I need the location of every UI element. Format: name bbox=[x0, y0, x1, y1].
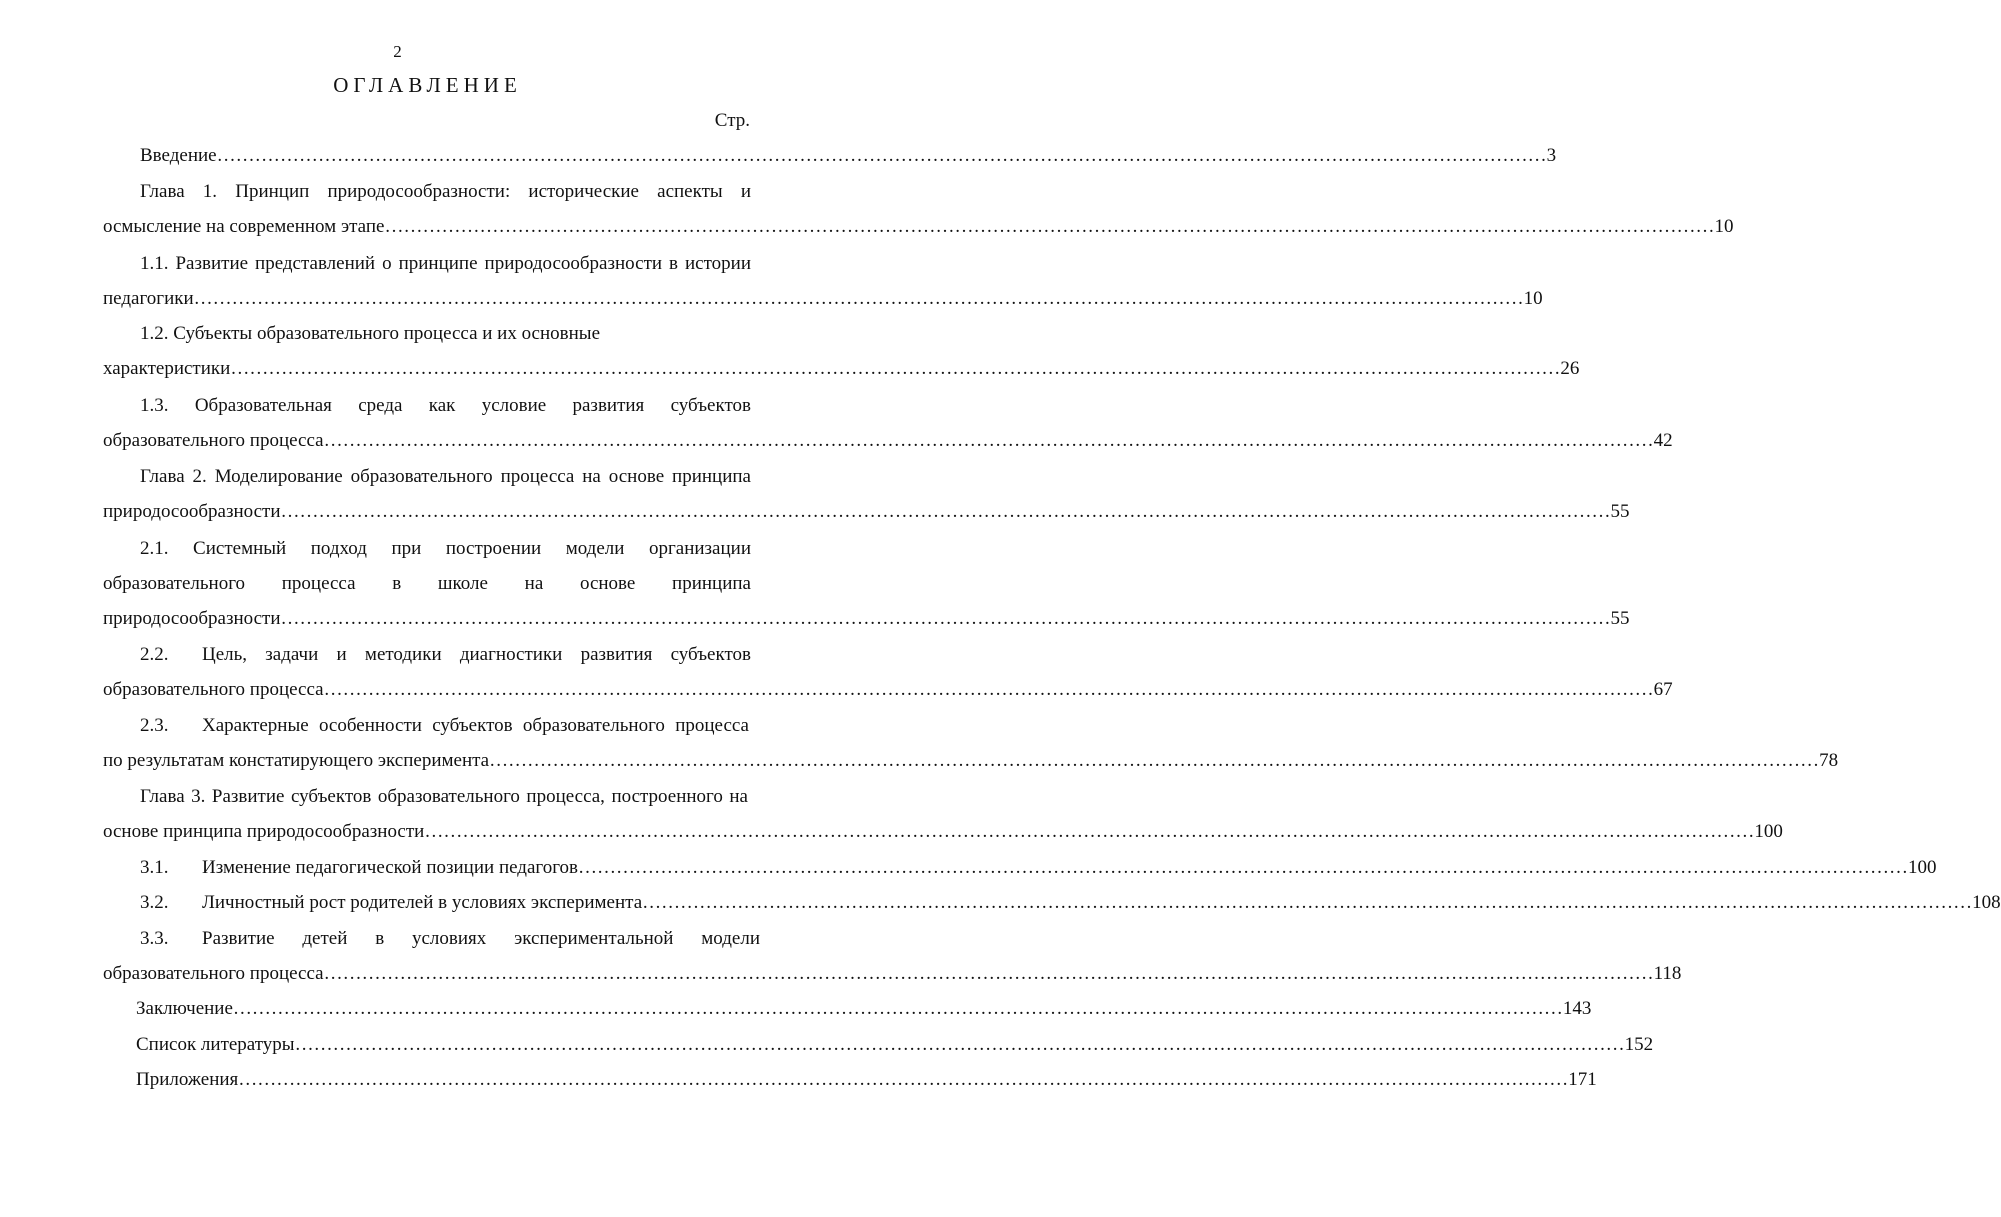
toc-entry-ch3-line2: основе принципа природосообразности ………………………………………………………………………………………………………………………………………………………………………………………… 100 bbox=[103, 819, 744, 845]
toc-entry-s22-line2: образовательного процесса ………………………………………………………………………………………………………………………………………………………………………………………… 67 bbox=[103, 677, 739, 703]
toc-entry-s21-line2: образовательного процесса в школе на основе принципа bbox=[103, 573, 751, 594]
toc-entry-bibliography: Список литературы ………………………………………………………………………………………………………………………………………………………………………………………… 152 bbox=[136, 1032, 744, 1058]
toc-title: ОГЛАВЛЕНИЕ bbox=[333, 73, 522, 97]
toc-entry-s21-line1: 2.1. Системный подход при построении модели организации bbox=[140, 538, 751, 559]
toc-entry-s12-line2: характеристики ………………………………………………………………………………………………………………………………………………………………………………………… 26 bbox=[103, 356, 739, 382]
toc-entry-ch2-line1: Глава 2. Моделирование образовательного процесса на основе принципа bbox=[140, 466, 751, 487]
toc-entry-s33-line2: образовательного процесса ………………………………………………………………………………………………………………………………………………………………………………………… 118 bbox=[103, 961, 742, 987]
toc-entry-s33-line1: 3.3. Развитие детей в условиях экспериментальной модели bbox=[140, 928, 760, 949]
page-number: 2 bbox=[393, 42, 402, 61]
toc-entry-conclusion: Заключение ………………………………………………………………………………………………………………………………………………………………………………………… 143 bbox=[136, 996, 744, 1022]
toc-entry-s21-line3: природосообразности ………………………………………………………………………………………………………………………………………………………………………………………… 55 bbox=[103, 606, 739, 632]
toc-entry-s12-line1: 1.2. Субъекты образовательного процесса и их основные bbox=[140, 323, 600, 344]
toc-entry-ch1-line1: Глава 1. Принцип природосообразности: исторические аспекты и bbox=[140, 181, 751, 202]
toc-entry-appendices: Приложения ………………………………………………………………………………………………………………………………………………………………………………………… 171 bbox=[136, 1067, 745, 1093]
toc-entry-s13-line1: 1.3. Образовательная среда как условие развития субъектов bbox=[140, 395, 751, 416]
toc-entry-s11-line2: педагогики ………………………………………………………………………………………………………………………………………………………………………………………… 10 bbox=[103, 286, 740, 312]
toc-entry-s23-line2: по результатам констатирующего эксперимента ………………………………………………………………………………………………………………………………………………………………………………………… 78 bbox=[103, 748, 740, 774]
toc-entry-s22-line1: 2.2. Цель, задачи и методики диагностики развития субъектов bbox=[140, 644, 751, 665]
toc-entry-ch2-line2: природосообразности ………………………………………………………………………………………………………………………………………………………………………………………… 55 bbox=[103, 499, 739, 525]
page-column-label: Стр. bbox=[714, 110, 750, 131]
toc-entry-s23-line1: 2.3. Характерные особенности субъектов образовательного процесса bbox=[140, 715, 749, 736]
toc-entry-s13-line2: образовательного процесса ………………………………………………………………………………………………………………………………………………………………………………………… 42 bbox=[103, 428, 740, 454]
toc-entry-ch1-line2: осмысление на современном этапе ………………………………………………………………………………………………………………………………………………………………………………………… 10 bbox=[103, 214, 740, 240]
toc-entry-s32: 3.2. Личностный рост родителей в условиях эксперимента ………………………………………………………………………………………………………………………………………………………………………………………… 108 bbox=[140, 890, 745, 916]
toc-entry-ch3-line1: Глава 3. Развитие субъектов образовательного процесса, построенного на bbox=[140, 786, 748, 807]
toc-entry-s31: 3.1. Изменение педагогической позиции педагогов ………………………………………………………………………………………………………………………………………………………………………………………… 100 bbox=[140, 855, 745, 881]
toc-entry-s11-line1: 1.1. Развитие представлений о принципе природосообразности в истории bbox=[140, 253, 751, 274]
toc-entry-intro: Введение ………………………………………………………………………………………………………………………………………………………………………………………… 3 bbox=[140, 143, 738, 169]
